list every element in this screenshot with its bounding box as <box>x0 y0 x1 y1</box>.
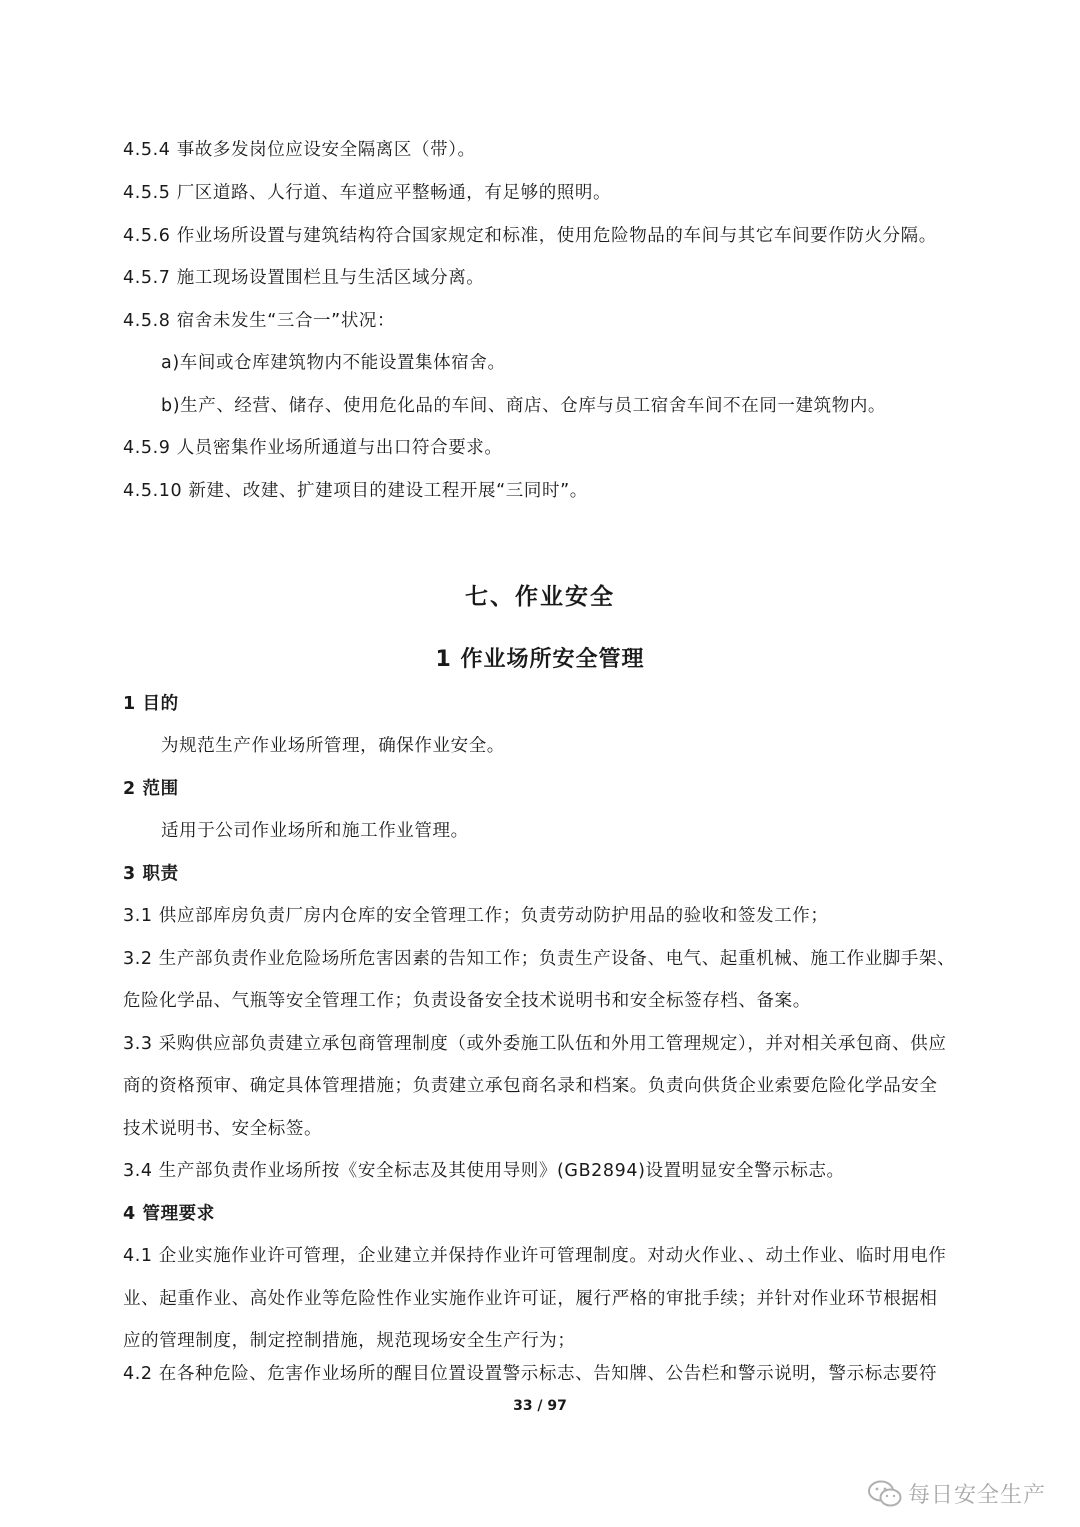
clause-4-5-4: 4.5.4 事故多发岗位应设安全隔离区（带）。 <box>123 140 476 160</box>
duty-3-3-line-2: 商的资格预审、确定具体管理措施；负责建立承包商名录和档案。负责向供货企业索要危险化学品安全 <box>123 1076 938 1096</box>
scope-text: 适用于公司作业场所和施工作业管理。 <box>161 821 469 841</box>
heading-scope: 2 范围 <box>123 779 179 799</box>
duty-3-3-line-3: 技术说明书、安全标签。 <box>123 1119 323 1139</box>
wechat-icon <box>868 1480 902 1508</box>
req-4-1-line-2: 业、起重作业、高处作业等危险性作业实施作业许可证，履行严格的审批手续；并针对作业环节根据相 <box>123 1289 938 1309</box>
heading-requirements: 4 管理要求 <box>123 1204 215 1224</box>
page-number: 33 / 97 <box>513 1398 567 1414</box>
clause-4-5-8: 4.5.8 宿舍未发生“三合一”状况： <box>123 311 396 331</box>
heading-purpose: 1 目的 <box>123 694 179 714</box>
duty-3-2-line-1: 3.2 生产部负责作业危险场所危害因素的告知工作；负责生产设备、电气、起重机械、施工作业脚手架、 <box>123 949 956 969</box>
duty-3-3-line-1: 3.3 采购供应部负责建立承包商管理制度（或外委施工队伍和外用工管理规定），并对相关承包商、供应 <box>123 1034 947 1054</box>
duty-3-1: 3.1 供应部库房负责厂房内仓库的安全管理工作；负责劳动防护用品的验收和签发工作； <box>123 906 829 926</box>
clause-4-5-9: 4.5.9 人员密集作业场所通道与出口符合要求。 <box>123 438 503 458</box>
clause-4-5-6: 4.5.6 作业场所设置与建筑结构符合国家规定和标准，使用危险物品的车间与其它车间要作防火分隔。 <box>123 226 937 246</box>
duty-3-2-line-2: 危险化学品、气瓶等安全管理工作；负责设备安全技术说明书和安全标签存档、备案。 <box>123 991 811 1011</box>
clause-4-5-5: 4.5.5 厂区道路、人行道、车道应平整畅通，有足够的照明。 <box>123 183 612 203</box>
clause-4-5-10: 4.5.10 新建、改建、扩建项目的建设工程开展“三同时”。 <box>123 481 588 501</box>
req-4-1-line-1: 4.1 企业实施作业许可管理，企业建立并保持作业许可管理制度。对动火作业、、动土作业、临时用电作 <box>123 1246 947 1266</box>
purpose-text: 为规范生产作业场所管理，确保作业安全。 <box>161 736 505 756</box>
clause-4-5-8-b: b)生产、经营、储存、使用危化品的车间、商店、仓库与员工宿舍车间不在同一建筑物内。 <box>161 396 887 416</box>
req-4-1-line-3: 应的管理制度，制定控制措施，规范现场安全生产行为； <box>123 1331 576 1351</box>
section-title: 1 作业场所安全管理 <box>435 647 645 672</box>
clause-4-5-8-a: a)车间或仓库建筑物内不能设置集体宿舍。 <box>161 353 506 373</box>
duty-3-4: 3.4 生产部负责作业场所按《安全标志及其使用导则》(GB2894)设置明显安全警示标志。 <box>123 1161 845 1181</box>
req-4-2-line-1: 4.2 在各种危险、危害作业场所的醒目位置设置警示标志、告知牌、公告栏和警示说明，警示标志要符 <box>123 1364 938 1384</box>
watermark <box>868 1478 1046 1509</box>
watermark-text: 每日安全生产 <box>907 1483 1046 1508</box>
clause-4-5-7: 4.5.7 施工现场设置围栏且与生活区域分离。 <box>123 268 485 288</box>
heading-duties: 3 职责 <box>123 864 179 884</box>
chapter-title: 七、作业安全 <box>465 584 615 610</box>
